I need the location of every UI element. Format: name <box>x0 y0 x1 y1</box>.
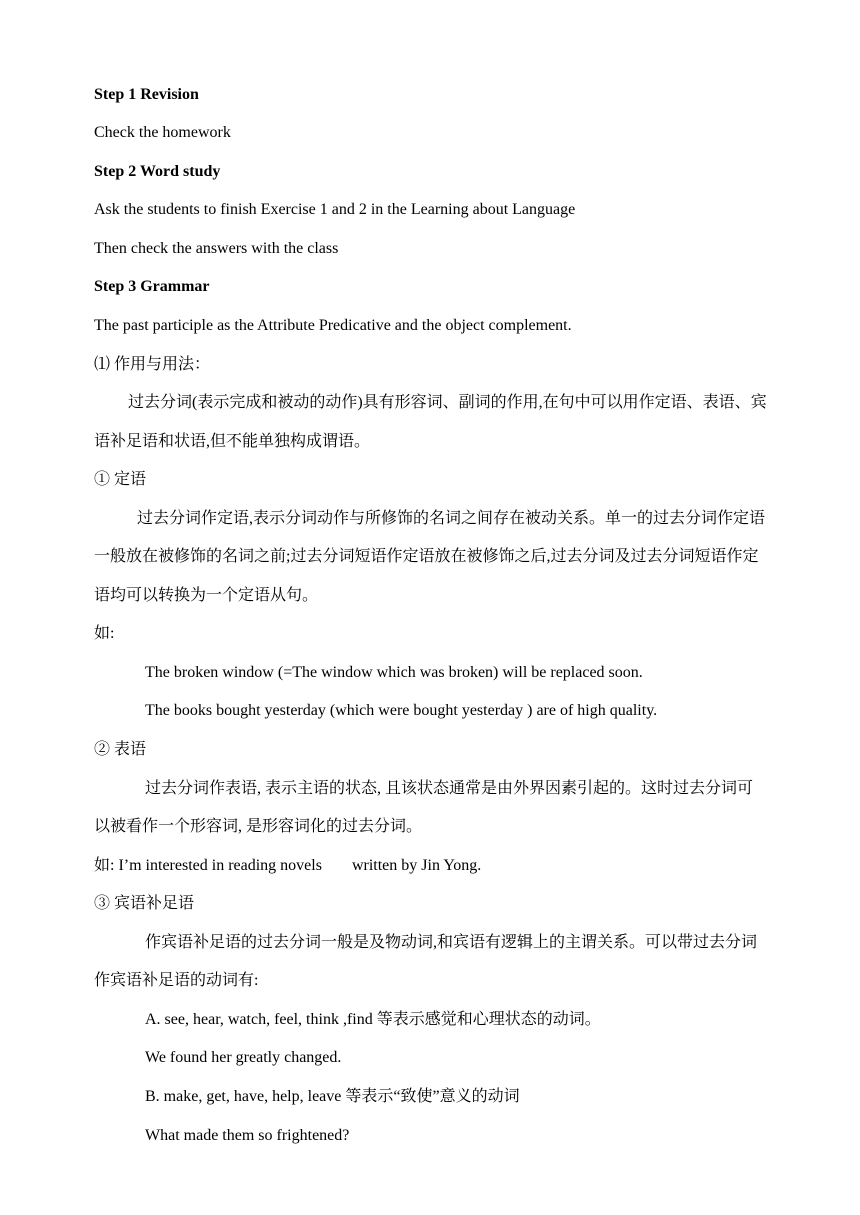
attribute-line-1: 过去分词作定语,表示分词动作与所修饰的名词之间存在被动关系。单一的过去分词作定语 <box>137 510 766 527</box>
complement-line-2: 作宾语补足语的动词有: <box>94 972 259 989</box>
complement-heading: ③ 宾语补足语 <box>94 895 195 912</box>
step2-heading: Step 2 Word study <box>94 163 221 180</box>
complement-item-b-example: What made them so frightened? <box>145 1127 350 1144</box>
usage-paragraph-line-1: 过去分词(表示完成和被动的动作)具有形容词、副词的作用,在句中可以用作定语、表语、宾 <box>128 394 767 411</box>
attribute-example-2: The books bought yesterday (which were bought yesterday ) are of high quality. <box>145 702 658 719</box>
attribute-line-2: 一般放在被修饰的名词之前;过去分词短语作定语放在被修饰之后,过去分词及过去分词短语作定 <box>94 548 759 565</box>
step3-text: The past participle as the Attribute Predicative and the object complement. <box>94 317 572 334</box>
step1-text: Check the homework <box>94 124 231 141</box>
attribute-line-3: 语均可以转换为一个定语从句。 <box>94 587 319 604</box>
predicative-heading: ② 表语 <box>94 741 147 758</box>
predicative-example <box>94 856 481 876</box>
attribute-example-1: The broken window (=The window which was broken) will be replaced soon. <box>145 664 643 681</box>
step2-text-2: Then check the answers with the class <box>94 240 339 257</box>
step1-heading: Step 1 Revision <box>94 86 199 103</box>
predicative-example-part-b: written by Jin Yong. <box>351 857 482 874</box>
usage-heading: ⑴ 作用与用法： <box>94 356 211 373</box>
predicative-line-1: 过去分词作表语, 表示主语的状态, 且该状态通常是由外界因素引起的。这时过去分词可 <box>145 780 754 797</box>
example-label: 如: <box>94 625 115 642</box>
complement-item-a: A. see, hear, watch, feel, think ,find 等表示感觉和心理状态的动词。 <box>145 1011 601 1028</box>
complement-item-b: B. make, get, have, help, leave 等表示“致使”意义的动词 <box>145 1088 520 1105</box>
predicative-example-part-a: 如: I’m interested in reading novels <box>94 857 322 874</box>
step2-text-1: Ask the students to finish Exercise 1 and 2 in the Learning about Language <box>94 201 576 218</box>
complement-item-a-example: We found her greatly changed. <box>145 1049 342 1066</box>
attribute-heading: ① 定语 <box>94 471 147 488</box>
complement-line-1: 作宾语补足语的过去分词一般是及物动词,和宾语有逻辑上的主谓关系。可以带过去分词 <box>145 934 758 951</box>
usage-paragraph-line-2: 语补足语和状语,但不能单独构成谓语。 <box>94 433 371 450</box>
predicative-line-2: 以被看作一个形容词, 是形容词化的过去分词。 <box>94 818 423 835</box>
step3-heading: Step 3 Grammar <box>94 278 210 295</box>
